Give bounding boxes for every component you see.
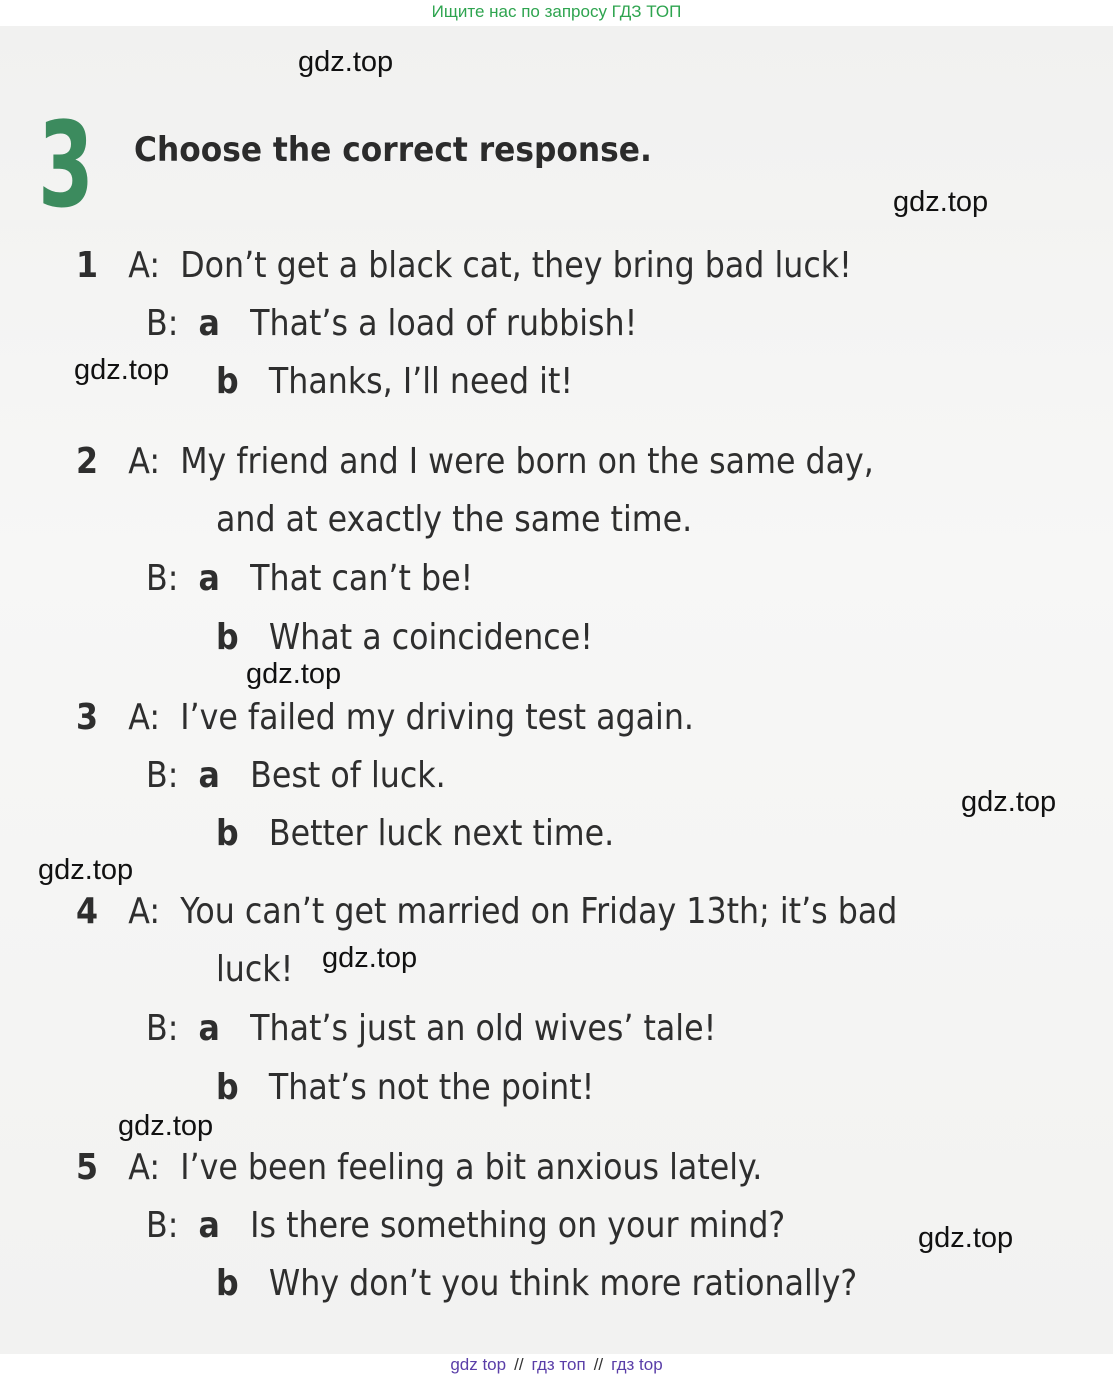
option-letter: a	[198, 1008, 220, 1049]
option-text: Thanks, I’ll need it!	[268, 361, 574, 402]
watermark: gdz.top	[118, 1110, 214, 1142]
footer-link[interactable]: гдз топ	[531, 1355, 586, 1374]
option-text: That’s not the point!	[268, 1067, 595, 1108]
item-2-a-line-cont	[216, 496, 692, 544]
option-letter: a	[198, 303, 220, 344]
item-2-option-a[interactable]	[146, 555, 473, 603]
footer-separator: //	[514, 1355, 524, 1374]
watermark: gdz.top	[893, 186, 989, 218]
footer-link[interactable]: гдз top	[611, 1355, 663, 1374]
option-text: Is there something on your mind?	[250, 1205, 786, 1246]
speaker-a-text: You can’t get married on Friday 13th; it’s bad	[180, 891, 898, 932]
speaker-a-label: A:	[128, 891, 161, 932]
watermark: gdz.top	[74, 354, 170, 386]
watermark: gdz.top	[298, 46, 394, 78]
watermark: gdz.top	[38, 854, 134, 886]
item-3-option-b[interactable]	[216, 810, 614, 858]
search-banner[interactable]: Ищите нас по запросу ГДЗ ТОП	[0, 0, 1113, 26]
watermark: gdz.top	[246, 658, 342, 690]
option-letter: a	[198, 558, 220, 599]
speaker-a-text: and at exactly the same time.	[216, 499, 693, 540]
footer-links	[0, 1354, 1113, 1379]
footer-link[interactable]: gdz top	[450, 1355, 507, 1374]
speaker-a-label: A:	[128, 441, 161, 482]
item-number: 4	[76, 891, 99, 932]
speaker-a-label: A:	[128, 1147, 161, 1188]
option-text: Why don’t you think more rationally?	[268, 1263, 858, 1304]
item-1-a-line	[76, 242, 852, 290]
speaker-b-label: B:	[146, 755, 179, 796]
item-3-option-a[interactable]	[146, 752, 446, 800]
item-number: 2	[76, 441, 99, 482]
item-4-a-line-cont	[216, 946, 293, 994]
speaker-b-label: B:	[146, 303, 179, 344]
item-4-a-line	[76, 888, 897, 936]
speaker-b-label: B:	[146, 1008, 179, 1049]
watermark: gdz.top	[961, 786, 1057, 818]
option-text: That’s just an old wives’ tale!	[250, 1008, 717, 1049]
option-letter: a	[198, 755, 220, 796]
item-2-a-line	[76, 438, 874, 486]
option-letter: a	[198, 1205, 220, 1246]
option-text: Better luck next time.	[268, 813, 615, 854]
item-1-option-b[interactable]	[216, 358, 573, 406]
speaker-a-text: luck!	[216, 949, 294, 990]
exercise-instruction: Choose the correct response.	[134, 130, 652, 170]
option-letter: b	[216, 813, 239, 854]
item-5-option-b[interactable]	[216, 1260, 857, 1308]
item-3-a-line	[76, 694, 694, 742]
option-letter: b	[216, 1263, 239, 1304]
speaker-a-text: My friend and I were born on the same day,	[180, 441, 874, 482]
item-4-option-a[interactable]	[146, 1005, 716, 1053]
watermark: gdz.top	[918, 1222, 1014, 1254]
footer-separator: //	[593, 1355, 604, 1374]
watermark: gdz.top	[322, 942, 418, 974]
speaker-a-label: A:	[128, 697, 161, 738]
option-text: That’s a load of rubbish!	[250, 303, 638, 344]
item-5-a-line	[76, 1144, 762, 1192]
speaker-a-text: I’ve failed my driving test again.	[180, 697, 694, 738]
exercise-number: 3	[38, 96, 94, 234]
option-letter: b	[216, 361, 239, 402]
item-5-option-a[interactable]	[146, 1202, 785, 1250]
speaker-b-label: B:	[146, 1205, 179, 1246]
option-letter: b	[216, 1067, 239, 1108]
option-text: Best of luck.	[250, 755, 446, 796]
item-2-option-b[interactable]	[216, 614, 593, 662]
item-number: 3	[76, 697, 99, 738]
speaker-a-label: A:	[128, 245, 161, 286]
item-number: 5	[76, 1147, 99, 1188]
speaker-b-label: B:	[146, 558, 179, 599]
option-text: What a coincidence!	[268, 617, 593, 658]
item-number: 1	[76, 245, 99, 286]
speaker-a-text: Don’t get a black cat, they bring bad luck!	[180, 245, 852, 286]
item-4-option-b[interactable]	[216, 1064, 594, 1112]
option-letter: b	[216, 617, 239, 658]
speaker-a-text: I’ve been feeling a bit anxious lately.	[180, 1147, 763, 1188]
item-1-option-a[interactable]	[146, 300, 637, 348]
option-text: That can’t be!	[250, 558, 474, 599]
